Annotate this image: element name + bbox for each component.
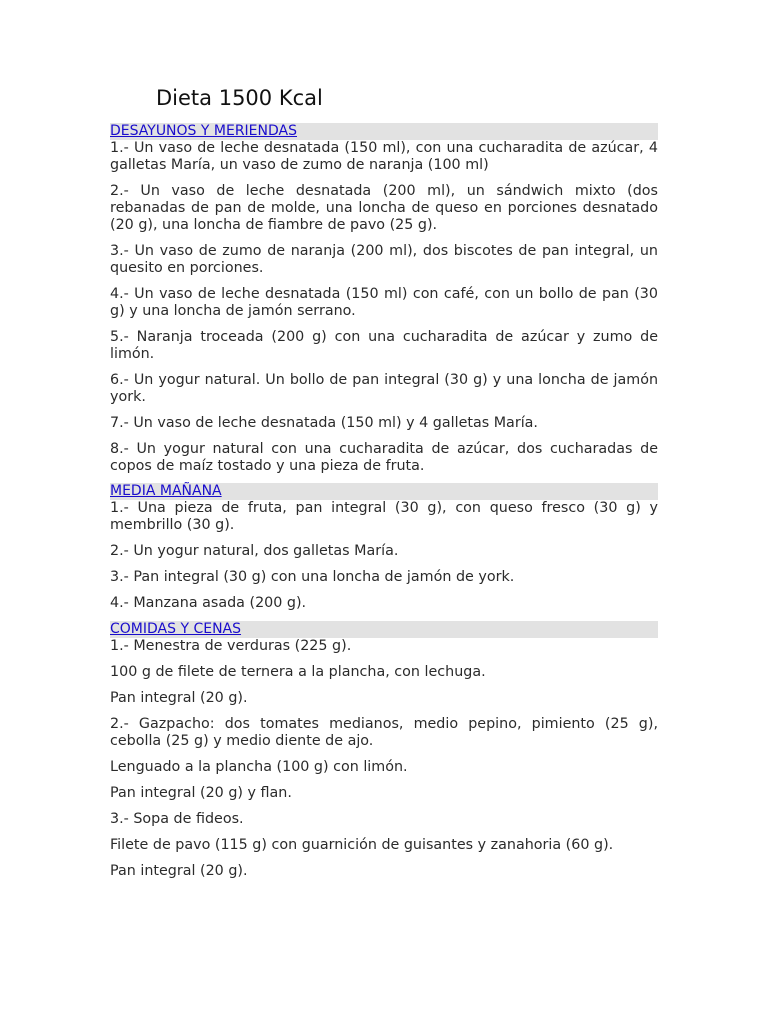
page-title: Dieta 1500 Kcal xyxy=(156,86,323,110)
list-item: 100 g de filete de ternera a la plancha, con lechuga. xyxy=(110,664,486,680)
list-item: 3.- Un vaso de zumo de naranja (200 ml), dos biscotes de pan integral, un quesito en porciones. xyxy=(110,243,658,276)
list-item: Lenguado a la plancha (100 g) con limón. xyxy=(110,759,408,775)
section-link-comidas[interactable]: COMIDAS Y CENAS xyxy=(110,621,242,637)
list-item: 1.- Menestra de verduras (225 g). xyxy=(110,638,352,654)
list-item: 4.- Manzana asada (200 g). xyxy=(110,595,307,611)
list-item: 7.- Un vaso de leche desnatada (150 ml) y 4 galletas María. xyxy=(110,415,538,431)
document-body xyxy=(110,123,658,880)
list-item: Pan integral (20 g). xyxy=(110,863,248,879)
section-header-media-manana xyxy=(110,483,658,500)
list-item: 8.- Un yogur natural con una cucharadita de azúcar, dos cucharadas de copos de maíz tostado y una pieza de fruta. xyxy=(110,441,658,474)
list-item: Pan integral (20 g) y flan. xyxy=(110,785,292,801)
list-item: 4.- Un vaso de leche desnatada (150 ml) con café, con un bollo de pan (30 g) y una loncha de jamón serrano. xyxy=(110,286,658,319)
section-link-desayunos[interactable]: DESAYUNOS Y MERIENDAS xyxy=(110,123,297,139)
section-header-desayunos xyxy=(110,123,658,140)
list-item: 2.- Un yogur natural, dos galletas María. xyxy=(110,543,399,559)
section-link-media-manana[interactable]: MEDIA MAÑANA xyxy=(110,483,222,499)
list-item: 2.- Un vaso de leche desnatada (200 ml), un sándwich mixto (dos rebanadas de pan de molde, una loncha de queso en porciones desnatado (20 g), una loncha de fiambre de pavo (25 g). xyxy=(110,183,658,233)
list-item: 1.- Una pieza de fruta, pan integral (30 g), con queso fresco (30 g) y membrillo (30 g). xyxy=(110,500,658,533)
list-item: Pan integral (20 g). xyxy=(110,690,248,706)
list-item: 2.- Gazpacho: dos tomates medianos, medio pepino, pimiento (25 g), cebolla (25 g) y medio diente de ajo. xyxy=(110,716,658,749)
list-item: 3.- Sopa de fideos. xyxy=(110,811,244,827)
list-item: Filete de pavo (115 g) con guarnición de guisantes y zanahoria (60 g). xyxy=(110,837,614,853)
list-item: 3.- Pan integral (30 g) con una loncha de jamón de york. xyxy=(110,569,515,585)
list-item: 6.- Un yogur natural. Un bollo de pan integral (30 g) y una loncha de jamón york. xyxy=(110,372,658,405)
list-item: 1.- Un vaso de leche desnatada (150 ml), con una cucharadita de azúcar, 4 galletas María, un vaso de zumo de naranja (100 ml) xyxy=(110,140,658,173)
list-item: 5.- Naranja troceada (200 g) con una cucharadita de azúcar y zumo de limón. xyxy=(110,329,658,362)
section-header-comidas xyxy=(110,621,658,638)
